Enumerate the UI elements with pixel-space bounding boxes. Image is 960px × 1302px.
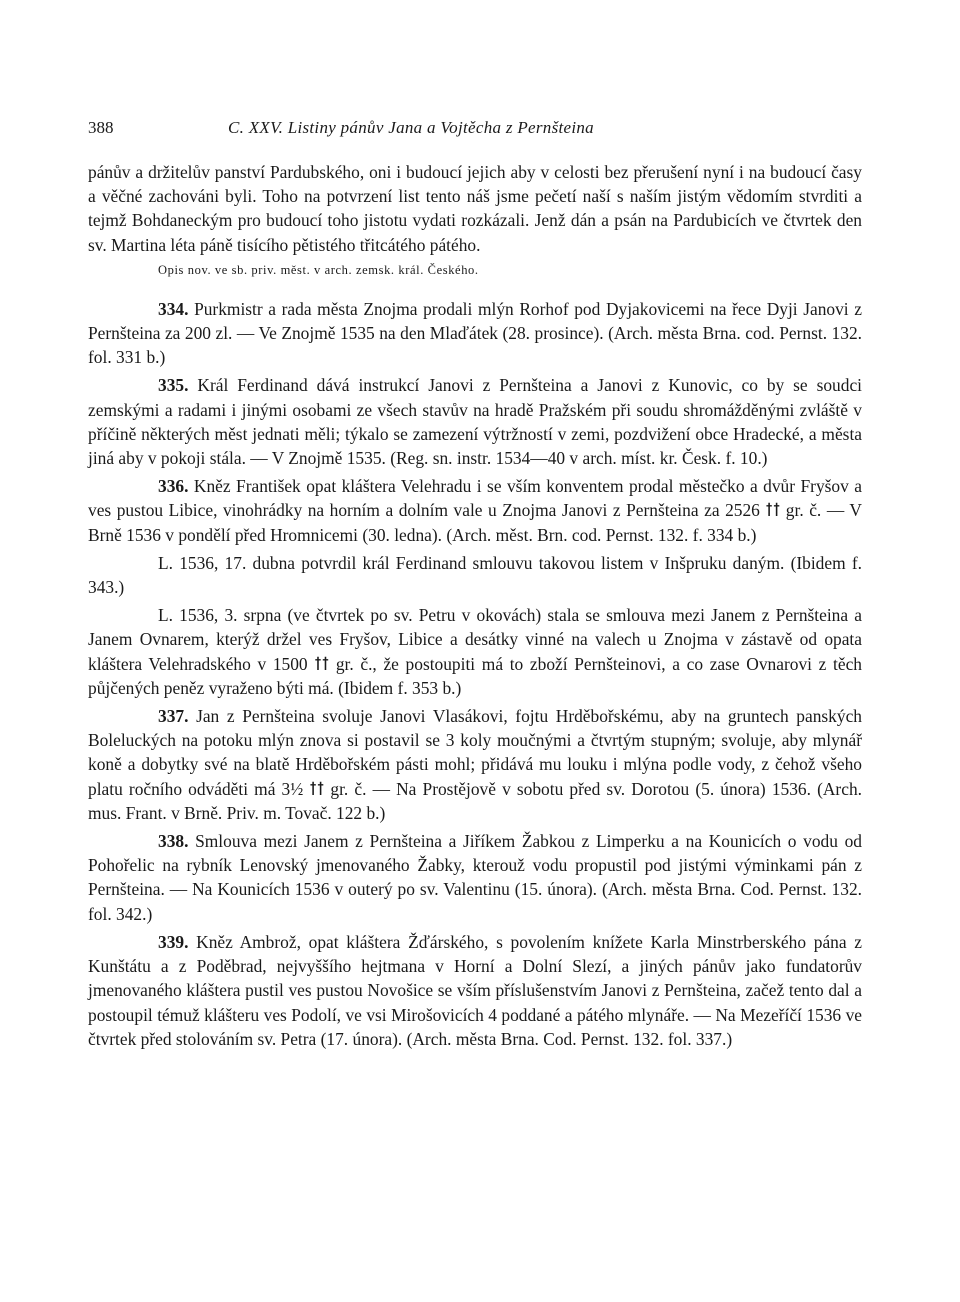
page-number: 388: [88, 118, 114, 137]
entry-text: Kněz Ambrož, opat kláštera Žďárského, s povolením knížete Karla Minstrberského pána z Kunštátu a z Poděbrad, nejvyššího hejtmana v Horní a Dolní Slezí, a jiných pánův jako fundatorův jmenovaného kláštera pustil ves pustou Novošice se vším příslušenstvím Janovi z Pernšteina, začež tento dal a postoupil témuž klášteru ves Podolí, ve vsi Mirošovicích 4 poddané a pátého mlynáře. — Na Mezeříčí 1536 ve čtvrtek před stolováním sv. Petra (17. února). (Arch. města Brna. Cod. Pernst. 132. fol. 337.): [88, 931, 862, 1049]
entry-number: 336.: [158, 476, 189, 497]
entry-text: Smlouva mezi Janem z Pernšteina a Jiříkem Žabkou z Limperku a na Kounicích o vodu od Pohořelic na rybník Lenovský jmenovaného Žabky, kterouž vodu propustil pod jistými výminkami pán z Pernšteina. — Na Kounicích 1536 v outerý po sv. Valentinu (15. února). (Arch. města Brna. Cod. Pernst. 132. fol. 342.): [88, 831, 862, 924]
entry-number: 335.: [158, 375, 189, 396]
entry-334: [88, 297, 862, 370]
source-note: Opis nov. ve sb. priv. měst. v arch. zemsk. král. Českého.: [158, 262, 479, 277]
entry-336-note-1: [88, 551, 862, 599]
entry-text: Kněz František opat kláštera Velehradu i se vším konventem prodal městečko a dvůr Fryšov a ves pustou Libice, vinohrádky na horním a dolním vale u Znojma Janovi z Pernšteina za 2526 ꝉꝉ gr. č. — V Brně 1536 v pondělí před Hromnicemi (30. ledna). (Arch. měst. Brn. cod. Pernst. 132. f. 334 b.): [88, 476, 862, 545]
entry-336: [88, 474, 862, 547]
entry-337: [88, 704, 862, 825]
entry-number: 339.: [158, 931, 189, 952]
entry-text: Jan z Pernšteina svoluje Janovi Vlasákovi, fojtu Hrděbořskému, aby na gruntech panských Boleluckých na potoku mlýn znova si postavil se 3 koly moučnými a čtvrtým stupným; svoluje, aby mlynář koně a dobytky své na blatě Hrděbořském pásti mohl; přidává mu louku i mlýna podle vody, z čehož všeho platu ročního odváděti má 3½ ꝉꝉ gr. č. — Na Prostějově v sobotu před sv. Dorotou (5. února) 1536. (Arch. mus. Frant. v Brně. Priv. m. Tovač. 122 b.): [88, 706, 862, 823]
document-body: [88, 160, 862, 1051]
continuation-paragraph: pánův a držitelův panství Pardubského, oni i budoucí jejich aby v celosti bez přerušení nyní i na budoucí časy a věčné zachováni byli. Toho na potvrzení list tento náš jsme pečetí naší s naším jistým vědomím stvrditi a tejmž Bohdaneckým pro budoucí toho jistotu vydati rozkázali. Jenž dán a psán na Pardubicích ve čtvrtek den sv. Martina léta páně tisícího pětistého třitcátého pátého.: [88, 162, 862, 255]
entry-text: Purkmistr a rada města Znojma prodali mlýn Rorhof pod Dyjakovicemi na řece Dyji Janovi z Pernšteina za 200 zl. — Ve Znojmě 1535 na den Mlaďátek (28. prosince). (Arch. města Brna. cod. Pernst. 132. fol. 331 b.): [88, 298, 862, 368]
entry-335: [88, 373, 862, 470]
entry-336-note-2: [88, 603, 862, 700]
entry-338: [88, 829, 862, 926]
entry-text: L. 1536, 3. srpna (ve čtvrtek po sv. Petru v okovách) stala se smlouva mezi Janem z Pernšteina a Janem Ovnarem, kterýž držel ves Fryšov, Libice a desátky vinné na valech u Znojma v zástavě od opata kláštera Velehradského v 1500 ꝉꝉ gr. č., že postoupiti má to zboží Pernšteinovi, a co zase Ovnarovi z těch půjčených peněz vyraženo býti má. (Ibidem f. 353 b.): [88, 605, 862, 698]
entry-number: 334.: [158, 298, 189, 319]
page-header: [88, 118, 862, 148]
entry-text: Král Ferdinand dává instrukcí Janovi z Pernšteina a Janovi z Kunovic, co by se soudci zemskými a radami i jinými osobami ze všech stavův na hradě Pražském při soudu shromážděnými zvláště v příčině některých měst jednati měli; týkalo se zamezení výtržností v zemi, pozdvižení obce Hradecké, a města jiná aby v pokoji stála. — V Znojmě 1535. (Reg. sn. instr. 1534—40 v arch. míst. kr. Česk. f. 10.): [88, 375, 862, 469]
document-page: [88, 118, 862, 1055]
entry-number: 338.: [158, 831, 189, 852]
running-title: C. XXV. Listiny pánův Jana a Vojtěcha z Pernšteina: [228, 118, 594, 137]
entry-339: [88, 930, 862, 1051]
entry-text: L. 1536, 17. dubna potvrdil král Ferdinand smlouvu takovou listem v Inšpruku daným. (Ibidem f. 343.): [88, 552, 862, 598]
entry-number: 337.: [158, 706, 189, 727]
